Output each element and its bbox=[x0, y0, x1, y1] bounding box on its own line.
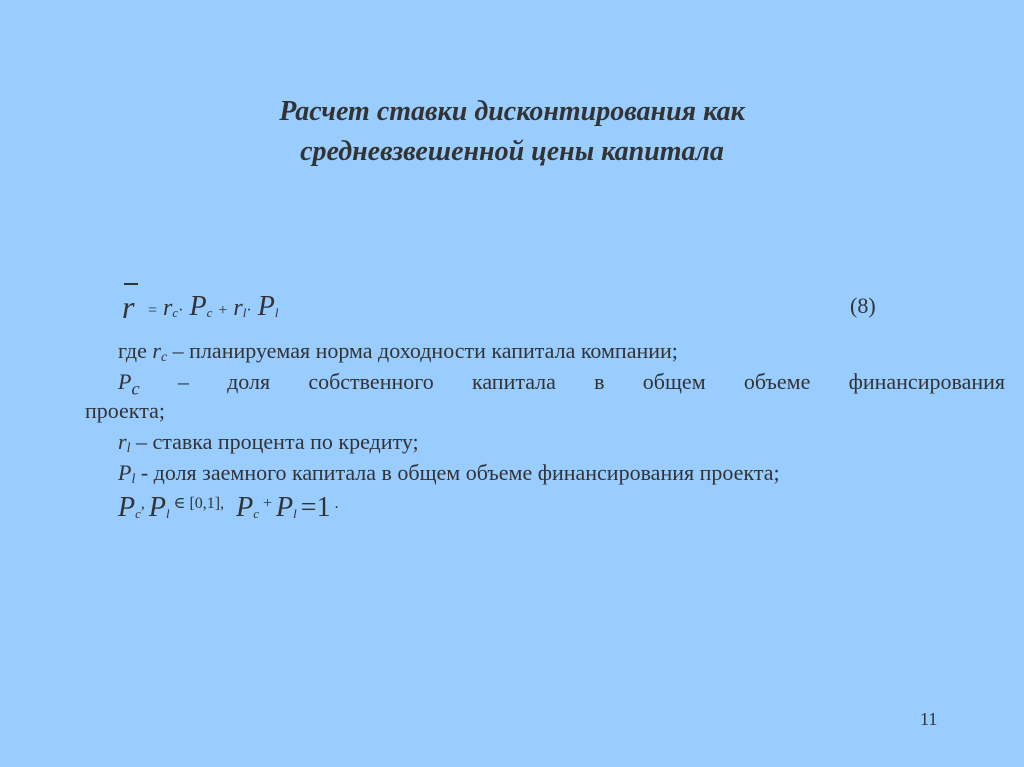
constraint-p1: P bbox=[118, 492, 136, 523]
equation-number: (8) bbox=[850, 293, 876, 318]
formula-pc: P bbox=[189, 291, 207, 322]
formula-pl-sub: l bbox=[274, 305, 279, 320]
formula-rc: r bbox=[163, 295, 173, 321]
constraint-p3: P bbox=[236, 492, 254, 523]
formula-rc-sub: c bbox=[172, 305, 179, 320]
definition-rl bbox=[118, 427, 419, 457]
constraint-formula bbox=[118, 492, 438, 532]
formula-pl: P bbox=[257, 291, 275, 322]
definition-pc-sub: c bbox=[131, 378, 140, 399]
definition-rc-sub: c bbox=[160, 350, 168, 365]
formula-rhs bbox=[148, 293, 278, 327]
formula-rl: r bbox=[233, 295, 243, 321]
definition-pl bbox=[118, 458, 780, 488]
definition-pc-var: P bbox=[118, 369, 132, 394]
main-formula bbox=[118, 280, 518, 330]
definition-prefix: где bbox=[118, 338, 153, 363]
definition-pc-text: – доля собственного капитала в общем объеме финансирования bbox=[139, 369, 1005, 394]
title-line-1: Расчет ставки дисконтирования как bbox=[279, 96, 745, 127]
formula-lhs: r bbox=[122, 289, 135, 325]
constraint-p1-sub: c bbox=[135, 506, 141, 521]
constraint-plus: + bbox=[263, 495, 273, 512]
constraint-p3-sub: c bbox=[253, 506, 260, 521]
page-number: 11 bbox=[920, 709, 938, 729]
constraint-eq-one: =1 bbox=[300, 492, 331, 523]
definition-pl-sub: l bbox=[131, 472, 136, 487]
constraint-p4-sub: l bbox=[293, 506, 297, 521]
definition-rl-text: – ставка процента по кредиту; bbox=[130, 429, 419, 454]
overline-bar bbox=[124, 283, 138, 285]
constraint-p4: P bbox=[276, 492, 294, 523]
constraint-end-dot: . bbox=[334, 495, 339, 512]
definition-rc-var: r bbox=[152, 338, 161, 363]
formula-plus: + bbox=[218, 302, 228, 319]
constraint-p2: P bbox=[148, 492, 166, 523]
definition-rl-var: r bbox=[118, 429, 127, 454]
definition-pc-continuation: проекта; bbox=[85, 398, 165, 423]
definition-pl-text: - доля заемного капитала в общем объеме финансирования проекта; bbox=[135, 460, 780, 485]
constraint-comma: , bbox=[140, 495, 145, 512]
slide-title bbox=[0, 92, 1024, 172]
definition-pl-var: P bbox=[118, 460, 132, 485]
definition-rl-sub: l bbox=[126, 441, 131, 456]
constraint-in-set: ∈ [0,1], bbox=[173, 495, 225, 512]
constraint-p2-sub: l bbox=[166, 506, 170, 521]
formula-dot-2: · bbox=[246, 302, 252, 319]
definition-rc-text: – планируемая норма доходности капитала компании; bbox=[167, 338, 678, 363]
formula-dot-1: · bbox=[178, 302, 184, 319]
formula-pc-sub: c bbox=[206, 305, 213, 320]
title-line-2: средневзвешенной цены капитала bbox=[300, 136, 724, 167]
definition-rc bbox=[118, 336, 678, 366]
definition-pc bbox=[118, 367, 1005, 403]
formula-rl-sub: l bbox=[242, 305, 247, 320]
formula-equals: = bbox=[148, 302, 158, 319]
